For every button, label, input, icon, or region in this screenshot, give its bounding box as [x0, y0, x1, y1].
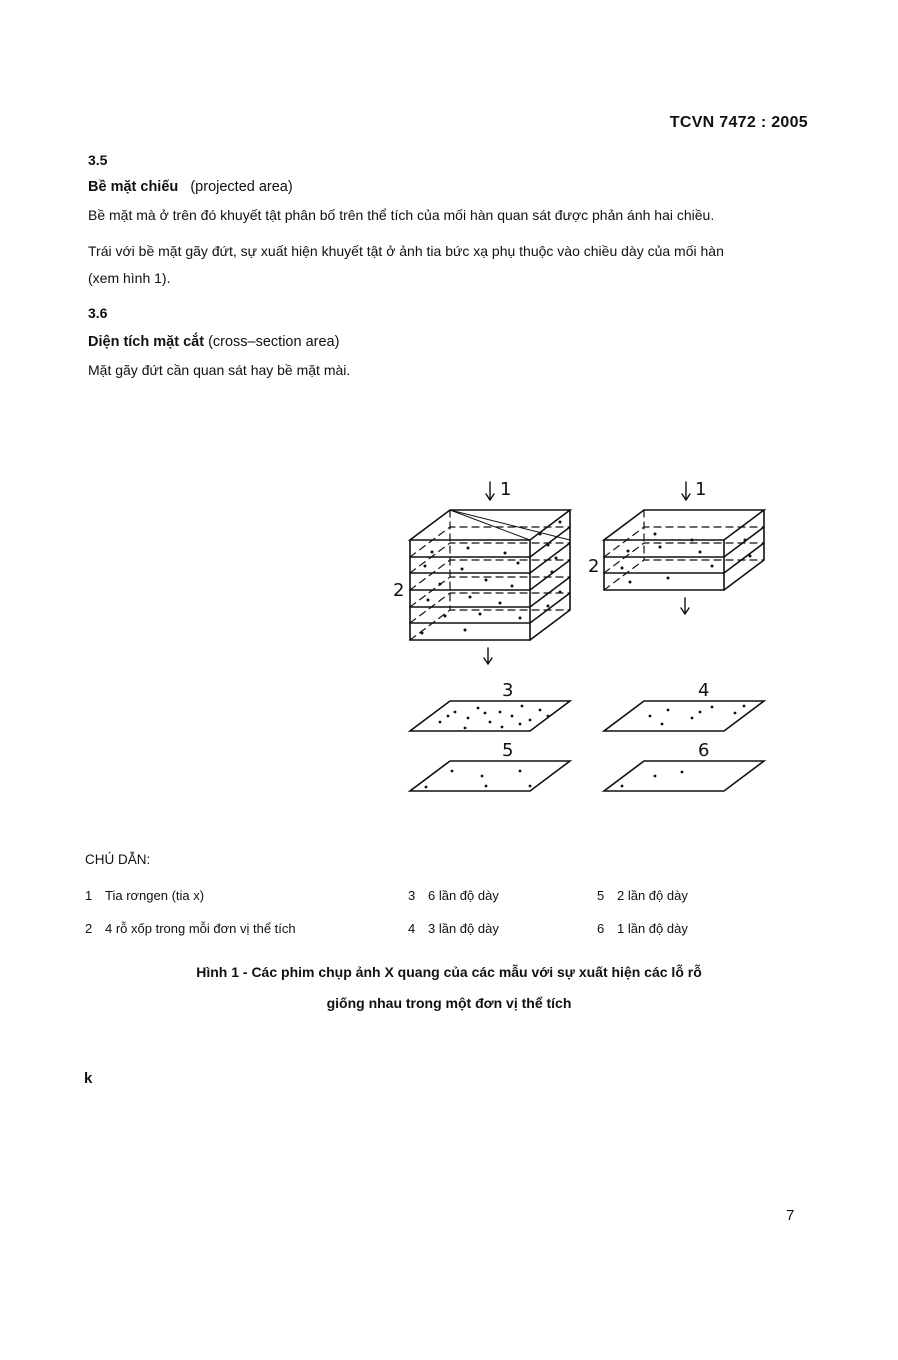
label-layers-right: 2 — [588, 556, 600, 577]
label-film-5: 5 — [502, 740, 514, 761]
label-film-3: 3 — [502, 680, 514, 701]
legend-item-6 — [597, 921, 688, 936]
section-3-6-term — [88, 334, 339, 350]
film-5 — [410, 761, 570, 791]
term-en: (cross–section area) — [208, 334, 340, 350]
legend-item-3 — [408, 888, 499, 903]
label-film-6: 6 — [698, 740, 710, 761]
legend-text: 3 lần độ dày — [428, 921, 499, 936]
figure-caption-line-1: Hình 1 - Các phim chụp ảnh X quang của các mẫu với sự xuất hiện các lỗ rỗ — [196, 964, 702, 980]
legend-text: 2 lần độ dày — [617, 888, 688, 903]
legend-num: 2 — [85, 921, 93, 936]
legend-num: 3 — [408, 888, 416, 903]
film-4 — [604, 701, 764, 731]
legend-text: 6 lần độ dày — [428, 888, 499, 903]
section-3-5-term — [88, 179, 293, 195]
term-vi: Diện tích mặt cắt — [88, 334, 205, 350]
film-3 — [410, 701, 570, 731]
page-number: 7 — [786, 1207, 795, 1224]
legend-num: 6 — [597, 921, 605, 936]
section-3-5-definition-1: Bề mặt mà ở trên đó khuyết tật phân bố trên thể tích của mối hàn quan sát được phản ánh hai chiều. — [88, 207, 715, 223]
legend-num: 5 — [597, 888, 605, 903]
legend-item-2 — [85, 921, 296, 936]
legend-text: Tia rơngen (tia x) — [105, 888, 205, 903]
legend-num: 4 — [408, 921, 416, 936]
legend-text: 1 lần độ dày — [617, 921, 688, 936]
section-3-5-definition-2: Trái với bề mặt gãy đứt, sự xuất hiện khuyết tật ở ảnh tia bức xạ phụ thuộc vào chiều dày của mối hàn — [88, 243, 724, 259]
cube-left — [410, 510, 570, 640]
label-xray-right: 1 — [695, 479, 707, 500]
legend-item-4 — [408, 921, 499, 936]
figure-caption-line-2: giống nhau trong một đơn vị thể tích — [326, 995, 572, 1011]
section-3-6-definition: Mặt gãy đứt cần quan sát hay bề mặt mài. — [88, 362, 351, 378]
legend-text: 4 rỗ xốp trong mỗi đơn vị thể tích — [105, 921, 296, 936]
section-3-6-number: 3.6 — [88, 305, 108, 321]
section-3-5-number: 3.5 — [88, 152, 108, 168]
label-xray-left: 1 — [500, 479, 512, 500]
legend-item-5 — [597, 888, 688, 903]
xray-figure — [380, 470, 800, 810]
standard-number: TCVN 7472 : 2005 — [669, 114, 808, 131]
label-layers-left: 2 — [393, 580, 405, 601]
section-3-5-definition-3: (xem hình 1). — [88, 270, 171, 286]
term-vi: Bề mặt chiếu — [88, 179, 179, 195]
label-film-4: 4 — [698, 680, 710, 701]
legend-item-1 — [85, 888, 204, 903]
term-en: (projected area) — [190, 179, 293, 195]
stray-mark: k — [84, 1070, 93, 1087]
legend-title: CHÚ DẪN: — [85, 852, 151, 867]
legend-num: 1 — [85, 888, 93, 903]
film-6 — [604, 761, 764, 791]
